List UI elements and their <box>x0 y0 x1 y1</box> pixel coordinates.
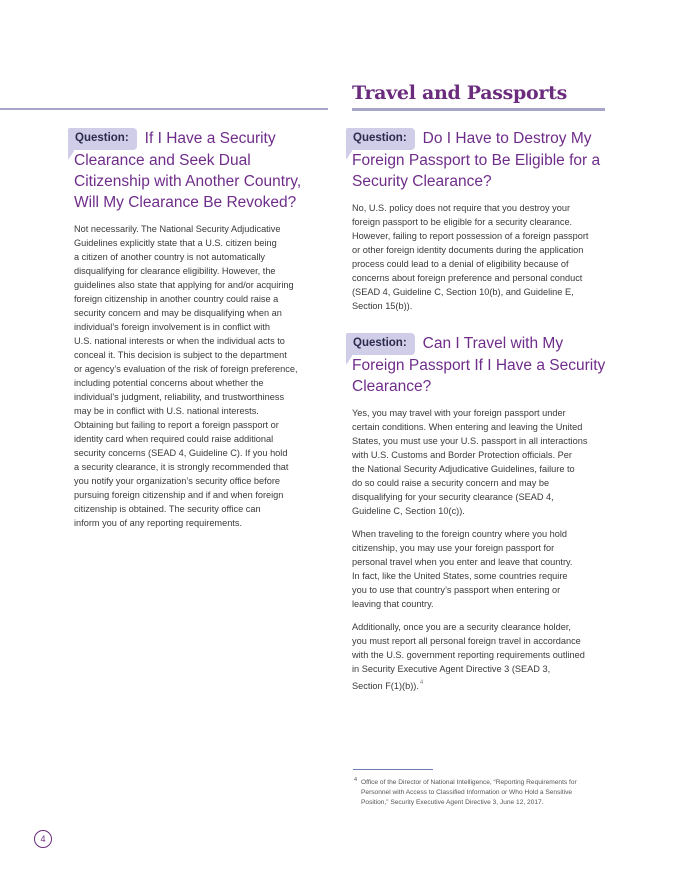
footnote-number: 4 <box>354 777 358 783</box>
answer-paragraph: When traveling to the foreign country where you hold citizenship, you may use your foreign passport for personal travel when you enter and leave that country. In fact, like the United States, some countries require you to use that country’s passport when entering or leaving that country. <box>352 529 573 609</box>
question-heading <box>352 333 608 397</box>
question-block-dual-citizenship <box>74 128 318 530</box>
footnote-reference[interactable]: 4 <box>419 680 424 686</box>
question-heading <box>74 128 318 213</box>
page-number: 4 <box>34 830 52 848</box>
section-title-rule <box>352 108 605 111</box>
answer-paragraph: Not necessarily. The National Security Adjudicative Guidelines explicitly state that a U.S. citizen being a citizen of another country is not automatically disqualifying for clearance eligibility. However, the guidelines also state that applying for and/or acquiring foreign citizenship in another country could raise a security concern and may be disqualifying when an individual’s foreign involvement is in conflict with U.S. national interests or when the individual acts to conceal it. This decision is subject to the department or agency’s evaluation of the risk of foreign preference, including potential concerns about whether the individual’s judgment, reliability, and trustworthiness may be in conflict with U.S. national interests. Obtaining but failing to report a foreign passport or identity card when required could raise additional security concerns (SEAD 4, Guideline C). If you hold a security clearance, it is strongly recommended that you notify your organization’s security office before pursuing foreign citizenship and if and when foreign citizenship is obtained. The security office can inform you of any reporting requirements. <box>74 224 298 528</box>
question-block-destroy-passport <box>352 128 608 313</box>
section-title: Travel and Passports <box>352 82 567 104</box>
question-text: If I Have a Security Clearance and Seek Dual Citizenship with Another Country, Will My Clearance Be Revoked? <box>74 130 302 211</box>
answer-paragraph <box>352 620 608 693</box>
right-column <box>352 128 608 693</box>
left-column <box>74 128 318 530</box>
question-tag: Question: <box>74 128 137 150</box>
footnote <box>354 778 604 808</box>
question-block-travel-foreign-passport <box>352 333 608 693</box>
answer-paragraph: Yes, you may travel with your foreign passport under certain conditions. When entering and leaving the United States, you must use your U.S. passport in all interactions with U.S. Customs and Border Protection officials. Per the National Security Adjudicative Guidelines, failure to do so could raise a security concern and may be disqualifying for your security clearance (SEAD 4, Guideline C, Section 10(c)). <box>352 408 588 516</box>
footnote-text: Office of the Director of National Intelligence, “Reporting Requirements for Personnel with Access to Classified Information or Who Hold a Sensitive Position,” Security Executive Agent Directive 3, June 12, 2017. <box>361 779 577 806</box>
question-tag: Question: <box>352 333 415 355</box>
left-divider-rule <box>0 108 328 110</box>
question-tag: Question: <box>352 128 415 150</box>
question-text: Can I Travel with My Foreign Passport If I Have a Security Clearance? <box>352 335 606 395</box>
answer-paragraph: No, U.S. policy does not require that you destroy your foreign passport to be eligible for a security clearance. However, failing to report possession of a foreign passport or other foreign identity documents during the application process could lead to a denial of eligibility because of concerns about foreign preference and personal conduct (SEAD 4, Guideline C, Section 10(b), and Guideline E, Section 15(b)). <box>352 203 589 311</box>
footnote-divider <box>353 769 433 770</box>
question-heading <box>352 128 608 192</box>
question-text: Do I Have to Destroy My Foreign Passport to Be Eligible for a Security Clearance? <box>352 130 601 190</box>
answer-paragraph-text: Additionally, once you are a security clearance holder, you must report all personal foreign travel in accordance with the U.S. government reporting requirements outlined in Security Executive Agent Directive 3 (SEAD 3, Section F(1)(b)). <box>352 622 585 691</box>
